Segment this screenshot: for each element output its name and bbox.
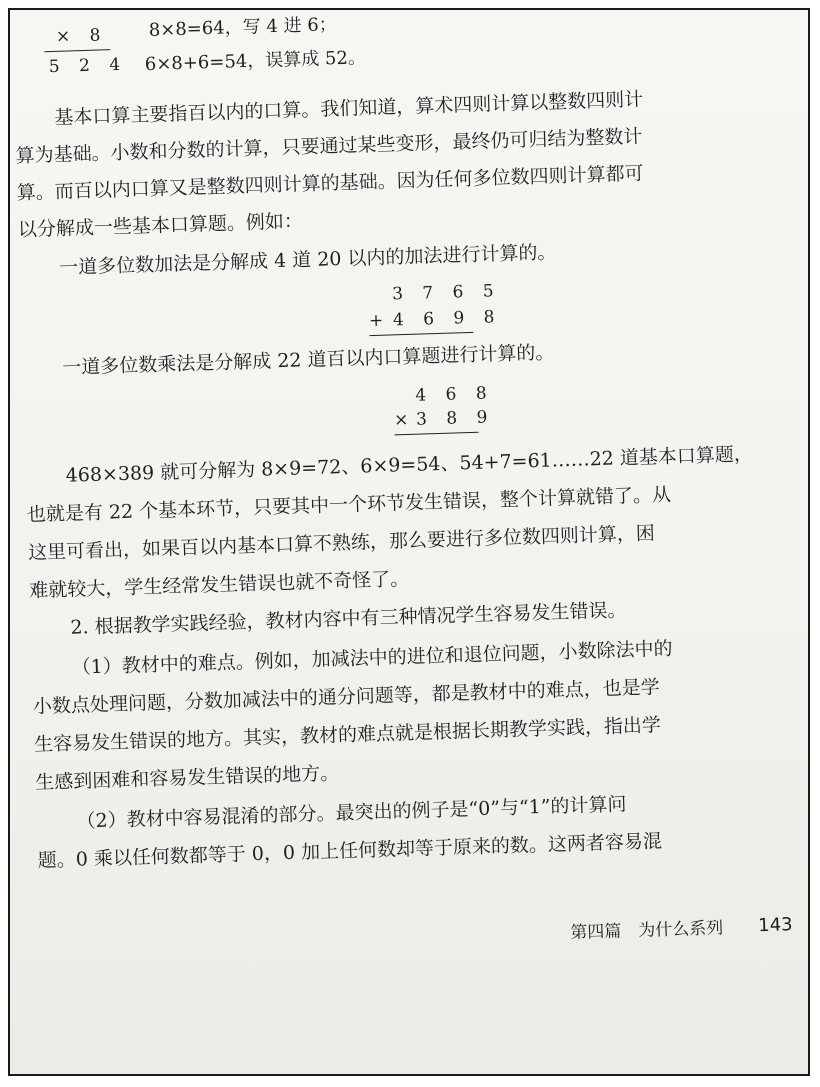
- p4-line-3: 这里可看出，如果百以内基本口算不熟练，那么要进行多位数四则计算，困: [27, 522, 656, 564]
- top-calc-note-1: 8×8=64，写 4 进 6；: [148, 14, 338, 41]
- p3-line: 一道多位数乘法是分解成 22 道百以内口算题进行计算的。: [61, 341, 555, 379]
- p7-line-1: （2）教材中容易混淆的部分。最突出的例子是“0”与“1”的计算问: [76, 793, 627, 833]
- multiplication-operator: ×: [393, 409, 416, 431]
- book-page: [8, 8, 810, 1076]
- top-calc-note-2: 6×8+6=54，误算成 52。: [144, 47, 367, 76]
- multiplication-rule: [395, 432, 479, 436]
- p4-line-1: 468×389 就可分解为 8×9=72、6×9=54、54+7=61……22 道基本口算题，: [65, 443, 754, 487]
- p1-line-4: 以分解成一些基本口算题。例如：: [17, 210, 304, 242]
- addition-bottom: 4 6 9 8: [392, 307, 502, 331]
- p4-line-2: 也就是有 22 个基本环节，只要其中一个环节发生错误，整个计算就错了。从: [26, 483, 672, 527]
- p6-line-4: 生感到困难和容易发生错误的地方。: [35, 762, 340, 794]
- addition-rule: [369, 332, 473, 336]
- page-number: 143: [757, 914, 793, 937]
- top-calc-multiplier: × 8: [55, 25, 108, 47]
- p6-line-1: （1）教材中的难点。例如，加减法中的进位和退位问题，小数除法中的: [71, 637, 673, 679]
- p6-line-3: 生容易发生错误的地方。其实，教材的难点就是根据长期教学实践，指出学: [33, 714, 662, 756]
- p4-line-4: 难就较大，学生经常发生错误也就不奇怪了。: [28, 568, 410, 602]
- p7-line-2: 题。0 乘以任何数都等于 0，0 加上任何数却等于原来的数。这两者容易混: [37, 830, 663, 872]
- multiplication-bottom: 3 8 9: [415, 407, 495, 430]
- p1-line-1: 基本口算主要指百以内的口算。我们知道，算术四则计算以整数四则计: [54, 88, 644, 129]
- p6-line-2: 小数点处理问题，分数加减法中的通分问题等，都是教材中的难点，也是学: [32, 676, 661, 718]
- addition-operator: +: [368, 310, 391, 332]
- top-calc-result: 5 2 4: [48, 54, 128, 78]
- multiplication-top: 4 6 8: [415, 383, 494, 406]
- footer-section-title: 第四篇 为什么系列: [570, 918, 724, 944]
- page-frame: [8, 8, 810, 1076]
- addition-top: 3 7 6 5: [391, 281, 501, 305]
- top-calc-rule: [44, 49, 110, 52]
- p2-line: 一道多位数加法是分解成 4 道 20 以内的加法进行计算的。: [58, 241, 557, 279]
- p1-line-3: 算。而百以内口算又是整数四则计算的基础。因为任何多位数四则计算都可: [16, 162, 644, 205]
- p5-line: 2. 根据教学实践经验，教材内容中有三种情况学生容易发生错误。: [70, 599, 627, 639]
- p1-line-2: 算为基础。小数和分数的计算，只要通过某些变形，最终仍可归结为整数计: [15, 125, 643, 168]
